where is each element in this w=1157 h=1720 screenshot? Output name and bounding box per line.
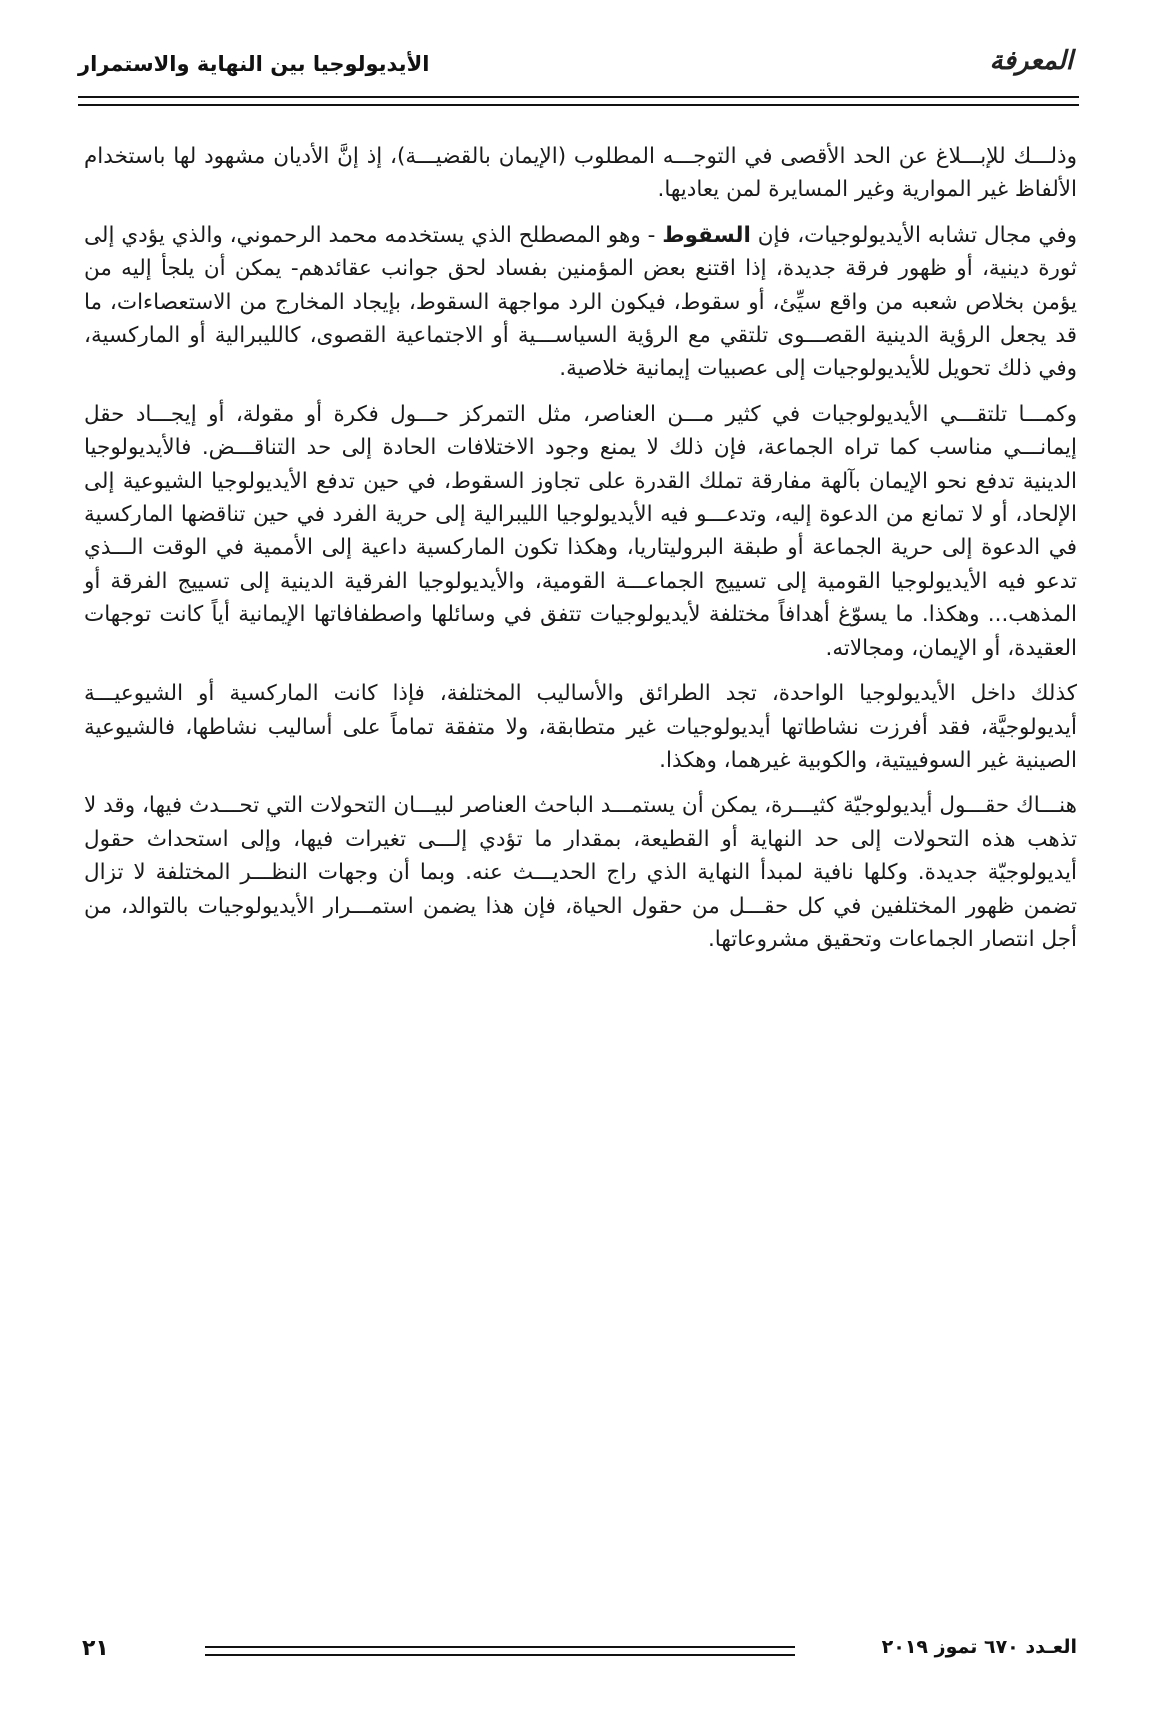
footer-double-rule [205, 1646, 795, 1656]
paragraph-2-start: وفي مجال تشابه الأيديولوجيات، فإن [750, 222, 1077, 248]
term-al-suqut: السقوط [662, 222, 751, 248]
paragraph-2 [84, 219, 1077, 386]
issue-info: العـدد ٦٧٠ تموز ٢٠١٩ [881, 1636, 1077, 1658]
header-double-rule [78, 96, 1079, 106]
magazine-logo: المعرفة [989, 46, 1073, 76]
paragraph-5: هنـــاك حقـــول أيديولوجيّة كثيـــرة، يمكن أن يستمـــد الباحث العناصر لبيـــان التحولات التي تحـــدث فيها، وقد لا تذهب هذه التحولات إلى حد النهاية أو القطيعة، بمقدار ما تؤدي إلـــى تغيرات فيها، وإلى استحداث حقول أيديولوجيّة جديدة. وكلها نافية لمبدأ النهاية الذي راج الحديـــث عنه. وبما أن وجهات النظـــر المختلفة لا تزال تضمن ظهور المختلفين في كل حقـــل من حقول الحياة، فإن هذا يضمن استمـــرار الأيديولوجيات بالتوالد، من أجل انتصار الجماعات وتحقيق مشروعاتها. [84, 793, 1077, 952]
article-title: الأيديولوجيا بين النهاية والاستمرار [78, 52, 430, 76]
page-number: ٢١ [82, 1636, 109, 1661]
paragraph-3: وكمـــا تلتقـــي الأيديولوجيات في كثير مـــن العناصر، مثل التمركز حـــول فكرة أو مقولة، أو إيجـــاد حقل إيمانـــي مناسب كما تراه الجماعة، فإن ذلك لا يمنع وجود الاختلافات الحادة إلى حد التناقـــض. فالأيديولوجيا الدينية تدفع نحو الإيمان بآلهة مفارقة تملك القدرة على تجاوز السقوط، في حين تدفع الأيديولوجيا الشيوعية إلى الإلحاد، أو لا تمانع من الدعوة إليه، وتدعـــو فيه الأيديولوجيا الليبرالية إلى حرية الفرد في حين تناقضها الماركسية في الدعوة إلى حرية الجماعة أو طبقة البروليتاريا، وهكذا تكون الماركسية داعية إلى الأممية في الوقت الـــذي تدعو فيه الأيديولوجيا القومية إلى تسييج الجماعـــة القومية، والأيديولوجيا الفرقية الدينية إلى تسييج الفرقة أو المذهب... وهكذا. ما يسوّغ أهدافاً مختلفة لأيديولوجيات تتفق في وسائلها واصطفافاتها الإيمانية أياً كانت توجهات العقيدة، أو الإيمان، ومجالاته. [84, 401, 1077, 661]
page-header [78, 44, 1079, 92]
paragraph-1: وذلـــك للإبـــلاغ عن الحد الأقصى في التوجـــه المطلوب (الإيمان بالقضيـــة)، إذ إنَّ الأديان مشهود لها باستخدام الألفاظ غير الموارية وغير المسايرة لمن يعاديها. [84, 144, 1077, 203]
paragraph-2-rest: - وهو المصطلح الذي يستخدمه محمد الرحموني، والذي يؤدي إلى ثورة دينية، أو ظهور فرقة جديدة، إذا اقتنع بعض المؤمنين بفساد لحق جوانب عقائدهم- يمكن أن يلجأ إليه من يؤمن بخلاص شعبه من واقع سيِّئ، أو سقوط، فيكون الرد مواجهة السقوط، بإيجاد المخارج من الاستعصاءات، ما قد يجعل الرؤية الدينية القصـــوى تلتقي مع الرؤية السياســـية أو الاجتماعية القصوى، كالليبرالية أو الماركسية، وفي ذلك تحويل للأيديولوجيات إلى عصبيات إيمانية خلاصية. [84, 222, 1077, 382]
article-body [84, 140, 1077, 968]
paragraph-4: كذلك داخل الأيديولوجيا الواحدة، تجد الطرائق والأساليب المختلفة، فإذا كانت الماركسية أو الشيوعيـــة أيديولوجيَّة، فقد أفرزت نشاطاتها أيديولوجيات غير متطابقة، ولا متفقة تماماً على أساليب نشاطها، فالشيوعية الصينية غير السوفييتية، والكوبية غيرهما، وهكذا. [84, 681, 1077, 773]
